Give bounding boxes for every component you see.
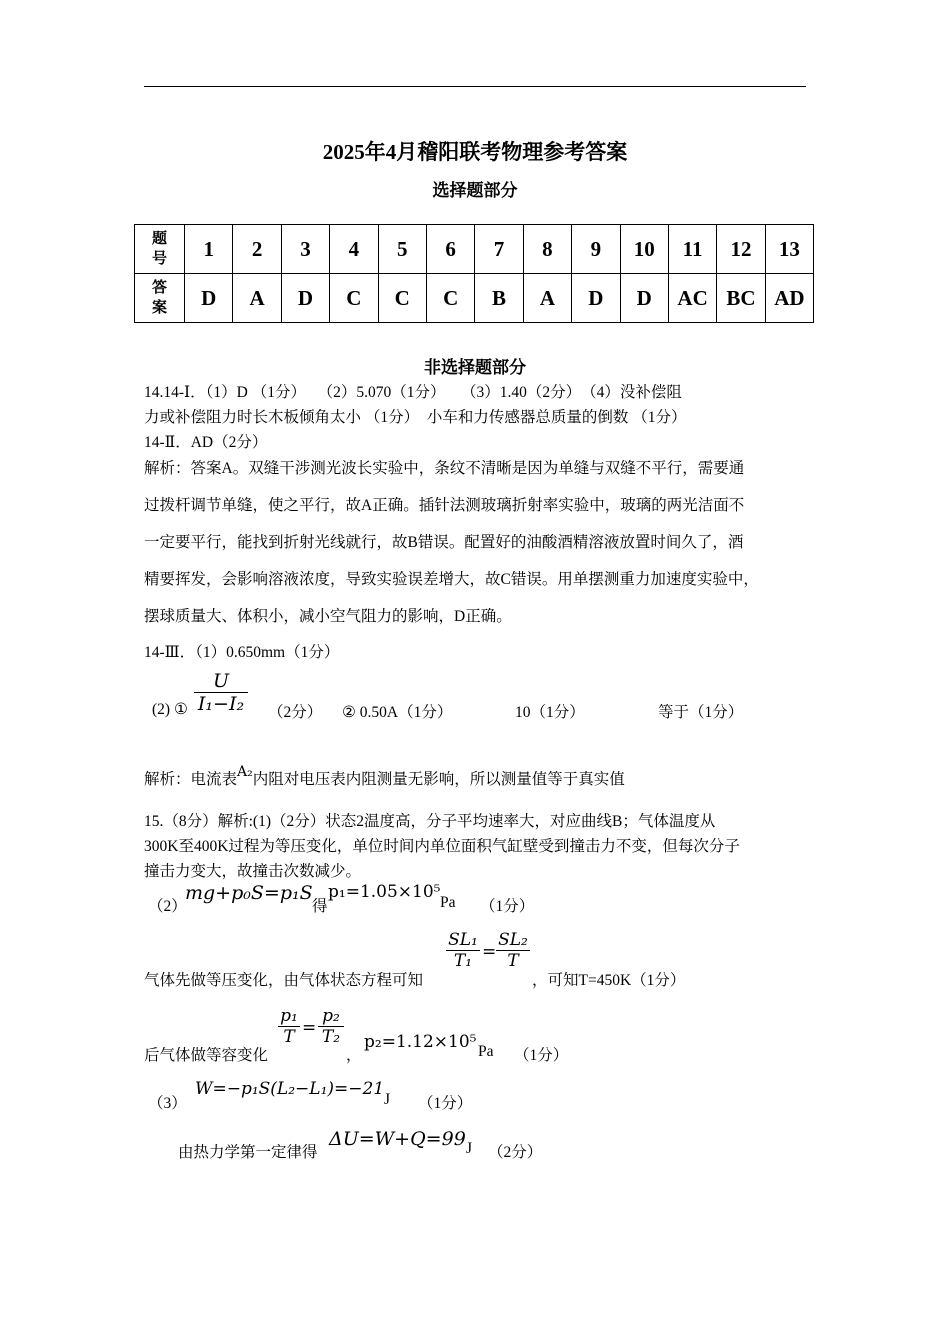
table-row-answers xyxy=(135,274,814,323)
row-label-answer: 答 案 xyxy=(135,274,185,323)
question-number: 1 xyxy=(185,225,233,274)
q14-2-answer: 14-Ⅱ．AD（2分） xyxy=(144,434,268,451)
question-number: 3 xyxy=(281,225,329,274)
question-number: 13 xyxy=(765,225,813,274)
isobaric-result: ，可知T=450K（1分） xyxy=(532,972,686,989)
question-number: 5 xyxy=(378,225,426,274)
fraction-denominator: T xyxy=(496,950,530,971)
pressure-final: p₂=1.12×10⁵ xyxy=(364,1032,477,1052)
answer-cell: D xyxy=(572,274,620,323)
question-number: 4 xyxy=(330,225,378,274)
answer-table xyxy=(134,224,814,323)
question-number: 10 xyxy=(620,225,668,274)
section-heading-choice: 选择题部分 xyxy=(432,181,518,200)
q14-2-analysis-line: 过拨杆调节单缝，使之平行，故A正确。插针法测玻璃折射率实验中，玻璃的两光洁面不 xyxy=(144,497,745,514)
q15-part2-label: （2） xyxy=(148,898,187,915)
first-law-equation: ΔU=W+Q=99 xyxy=(329,1128,466,1150)
fraction-denominator: T xyxy=(278,1026,300,1047)
answer-cell: AD xyxy=(765,274,813,323)
q14-2-analysis-line: 解析：答案A。双缝干涉测光波长实验中，条纹不清晰是因为单缝与双缝不平行，需要通 xyxy=(144,460,745,477)
q14-3-part2-d: 等于（1分） xyxy=(658,704,744,721)
energy-unit: J xyxy=(466,1140,473,1157)
isobaric-fraction-right xyxy=(496,930,530,971)
answer-cell: D xyxy=(281,274,329,323)
question-number: 6 xyxy=(426,225,474,274)
equals-sign: = xyxy=(482,942,497,962)
isochoric-score: （1分） xyxy=(514,1047,569,1064)
q15-part3-score: （1分） xyxy=(418,1095,473,1112)
isobaric-text: 气体先做等压变化，由气体状态方程可知 xyxy=(144,972,424,989)
q15-line: 撞击力变大，故撞击次数减少。 xyxy=(144,863,362,880)
pressure-result: p₁=1.05×10⁵ xyxy=(328,882,441,902)
q15-part3-label: （3） xyxy=(148,1095,187,1112)
q14-3-score-a: （2分） xyxy=(268,704,323,721)
section-heading-nonchoice: 非选择题部分 xyxy=(424,358,526,377)
first-law-text: 由热力学第一定律得 xyxy=(178,1144,318,1161)
q14-2-analysis-line: 精要挥发，会影响溶液浓度，导致实验误差增大，故C错误。用单摆测重力加速度实验中， xyxy=(144,571,759,588)
page-title: 2025年4月稽阳联考物理参考答案 xyxy=(322,140,628,164)
work-unit: J xyxy=(384,1091,391,1108)
fraction-numerator: p₁ xyxy=(280,1006,298,1026)
q14-2-analysis-line: 摆球质量大、体积小，减小空气阻力的影响，D正确。 xyxy=(144,608,512,625)
ammeter-label: A₂ xyxy=(237,764,253,780)
question-number: 8 xyxy=(523,225,571,274)
answer-cell: A xyxy=(233,274,281,323)
question-number: 2 xyxy=(233,225,281,274)
question-number: 11 xyxy=(668,225,716,274)
fraction-numerator: SL₂ xyxy=(498,930,528,950)
pressure-unit: Pa xyxy=(440,894,456,911)
question-number: 12 xyxy=(717,225,765,274)
fraction-denominator: T₁ xyxy=(446,950,480,971)
q15-part2-mid: 得 xyxy=(312,898,328,915)
answer-cell: D xyxy=(620,274,668,323)
analysis-text: 内阻对电压表内阻测量无影响，所以测量值等于真实值 xyxy=(252,771,625,788)
isochoric-comma: ， xyxy=(346,1047,362,1064)
answer-cell: C xyxy=(378,274,426,323)
q14-3-line1: 14-Ⅲ．（1）0.650mm（1分） xyxy=(144,644,340,661)
q14-1-line1: 14.14-Ⅰ．（1）D （1分） （2）5.070（1分） （3）1.40（2分） （4）没补偿阻 xyxy=(144,384,682,401)
q14-3-part2-prefix: (2) ① xyxy=(152,701,188,718)
q15-line: 300K至400K过程为等压变化，单位时间内单位面积气缸壁受到撞击力不变，但每次分子 xyxy=(144,838,740,855)
fraction-numerator: p₂ xyxy=(322,1006,340,1026)
top-rule xyxy=(144,86,806,87)
q14-1-line2: 力或补偿阻力时长木板倾角太小 （1分） 小车和力传感器总质量的倒数 （1分） xyxy=(144,409,687,426)
isochoric-text: 后气体做等容变化 xyxy=(144,1047,269,1064)
table-row-numbers xyxy=(135,225,814,274)
q14-3-analysis xyxy=(144,764,625,789)
answer-cell: C xyxy=(330,274,378,323)
equals-sign: = xyxy=(302,1018,317,1038)
answer-cell: C xyxy=(426,274,474,323)
fraction-denominator: I₁−I₂ xyxy=(194,692,248,715)
isochoric-fraction-right xyxy=(318,1006,344,1047)
fraction-numerator: U xyxy=(212,670,229,692)
q14-3-part2-b: ② 0.50A（1分） xyxy=(342,704,453,721)
force-balance-equation: mg+p₀S=p₁S xyxy=(185,882,313,904)
resistance-fraction xyxy=(194,670,248,715)
row-label-number: 题 号 xyxy=(135,225,185,274)
work-equation: W=−p₁S(L₂−L₁)=−21 xyxy=(195,1079,385,1099)
answer-cell: B xyxy=(475,274,523,323)
pressure-unit: Pa xyxy=(478,1043,494,1060)
question-number: 7 xyxy=(475,225,523,274)
answer-cell: D xyxy=(185,274,233,323)
isochoric-fraction-left xyxy=(278,1006,300,1047)
answer-cell: A xyxy=(523,274,571,323)
q14-2-analysis-line: 一定要平行，能找到折射光线就行，故B错误。配置好的油酸酒精溶液放置时间久了，酒 xyxy=(144,534,744,551)
question-number: 9 xyxy=(572,225,620,274)
isobaric-fraction-left xyxy=(446,930,480,971)
fraction-denominator: T₂ xyxy=(318,1026,344,1047)
first-law-score: （2分） xyxy=(488,1144,543,1161)
fraction-numerator: SL₁ xyxy=(448,930,478,950)
q15-line: 15.（8分）解析:(1)（2分）状态2温度高，分子平均速率大，对应曲线B；气体温度从 xyxy=(144,813,716,830)
q14-3-part2-c: 10（1分） xyxy=(515,704,585,721)
answer-cell: AC xyxy=(668,274,716,323)
answer-cell: BC xyxy=(717,274,765,323)
q15-part2-score: （1分） xyxy=(480,898,535,915)
analysis-text: 解析：电流表 xyxy=(144,771,238,788)
